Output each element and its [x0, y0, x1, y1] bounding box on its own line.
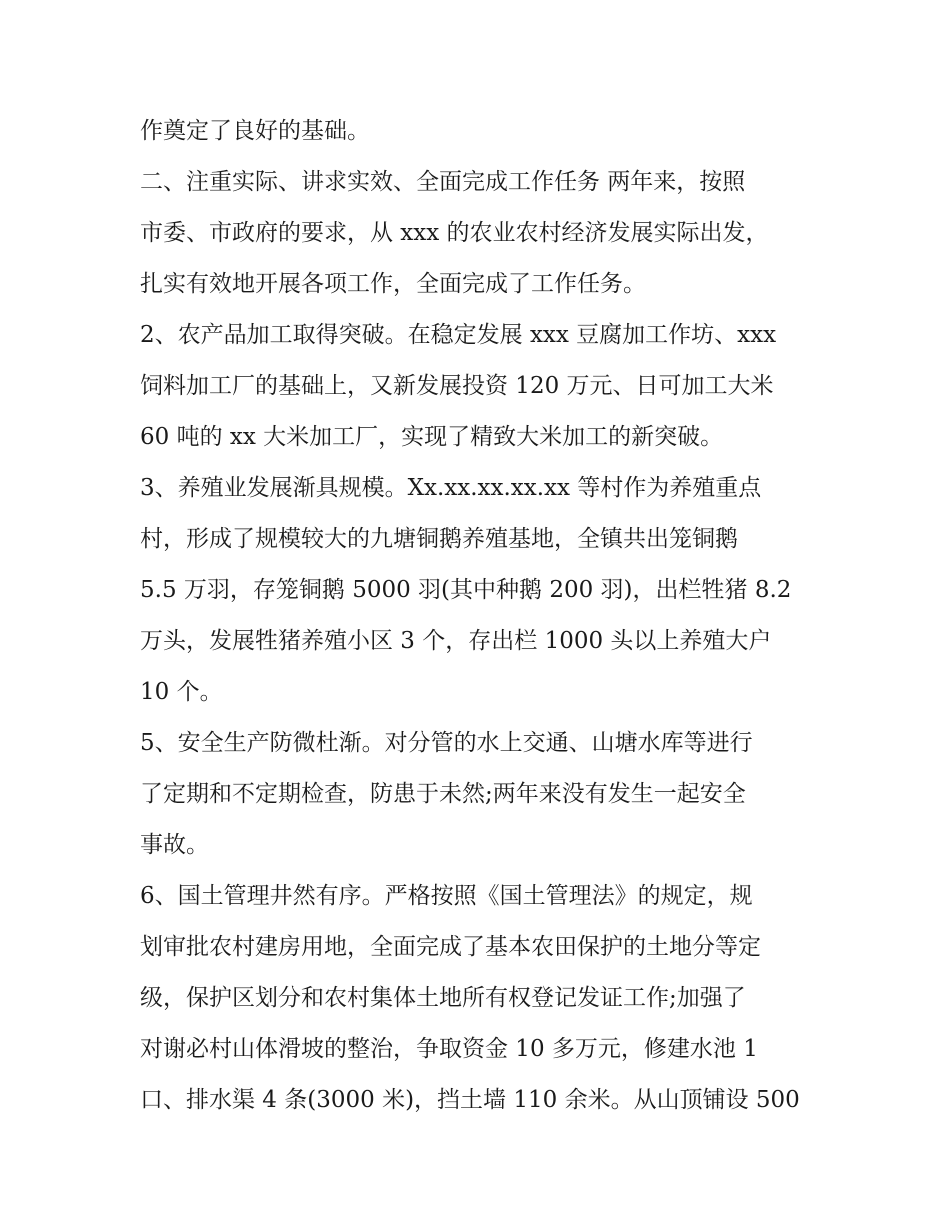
text-line: 作奠定了良好的基础。	[140, 118, 370, 144]
text-line: 扎实有效地开展各项工作，全面完成了工作任务。	[140, 271, 646, 297]
text-line: 6、国土管理井然有序。严格按照《国土管理法》的规定，规	[140, 883, 753, 909]
text-line: 万头，发展牲猪养殖小区 3 个，存出栏 1000 头以上养殖大户	[140, 628, 772, 654]
text-line: 划审批农村建房用地，全面完成了基本农田保护的土地分等定	[140, 934, 761, 960]
text-line: 事故。	[140, 832, 209, 858]
text-line: 2、农产品加工取得突破。在稳定发展 xxx 豆腐加工作坊、xxx	[140, 322, 777, 348]
text-line: 5.5 万羽，存笼铜鹅 5000 羽(其中种鹅 200 羽)，出栏牲猪 8.2	[140, 577, 792, 603]
text-line: 60 吨的 xx 大米加工厂，实现了精致大米加工的新突破。	[140, 424, 724, 450]
text-line: 市委、市政府的要求，从 xxx 的农业农村经济发展实际出发，	[140, 220, 769, 246]
text-line: 3、养殖业发展渐具规模。Xx.xx.xx.xx.xx 等村作为养殖重点	[140, 475, 762, 501]
text-line: 级，保护区划分和农村集体土地所有权登记发证工作;加强了	[140, 985, 746, 1011]
text-line: 10 个。	[140, 679, 223, 705]
text-line: 二、注重实际、讲求实效、全面完成工作任务 两年来，按照	[140, 169, 746, 195]
text-line: 了定期和不定期检查，防患于未然;两年来没有发生一起安全	[140, 781, 746, 807]
text-line: 对谢必村山体滑坡的整治，争取资金 10 多万元，修建水池 1	[140, 1036, 758, 1062]
document-body	[140, 106, 820, 1126]
text-line: 村，形成了规模较大的九塘铜鹅养殖基地，全镇共出笼铜鹅	[140, 526, 738, 552]
text-line: 口、排水渠 4 条(3000 米)，挡土墙 110 余米。从山顶铺设 500	[140, 1087, 800, 1113]
text-line: 饲料加工厂的基础上，又新发展投资 120 万元、日可加工大米	[140, 373, 774, 399]
text-line: 5、安全生产防微杜渐。对分管的水上交通、山塘水库等进行	[140, 730, 753, 756]
